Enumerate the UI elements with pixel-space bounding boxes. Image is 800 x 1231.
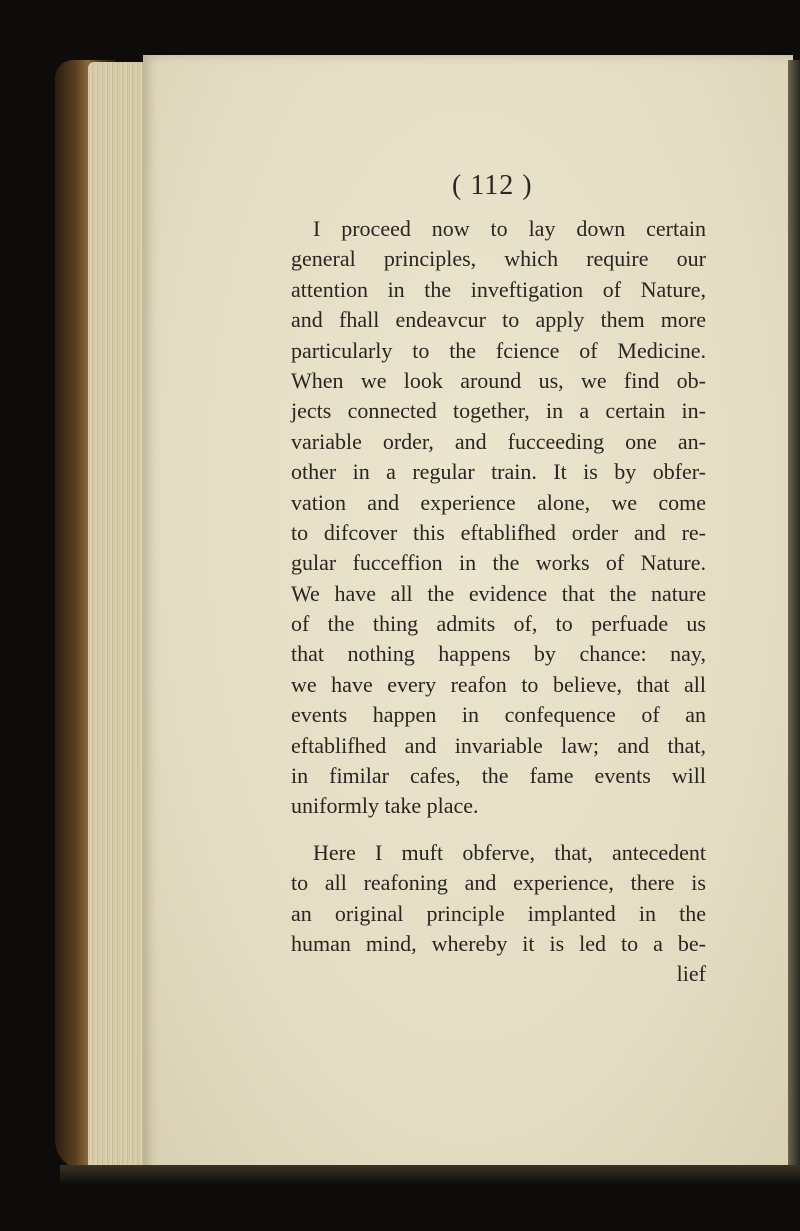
text-line: general principles, which require our	[291, 246, 706, 272]
text-line: attention in the inveftigation of Nature,	[291, 276, 706, 302]
bottom-shadow	[60, 1165, 800, 1185]
text-line: an original principle implanted in the	[291, 900, 706, 926]
body-text	[291, 214, 706, 990]
text-line: other in a regular train. It is by obfer-	[291, 459, 706, 485]
page-number: ( 112 )	[452, 170, 533, 201]
text-line: vation and experience alone, we come	[291, 489, 706, 515]
text-line: variable order, and fucceeding one an-	[291, 428, 706, 454]
text-line: We have all the evidence that the nature	[291, 580, 706, 606]
text-line: gular fucceffion in the works of Nature.	[291, 550, 706, 576]
text-line: jects connected together, in a certain in-	[291, 398, 706, 424]
text-line: to difcover this eftablifhed order and re-	[291, 519, 706, 545]
text-line: When we look around us, we find ob-	[291, 367, 706, 393]
text-line: I proceed now to lay down certain	[313, 216, 706, 241]
text-line: in fimilar cafes, the fame events will	[291, 763, 706, 789]
text-line: that nothing happens by chance: nay,	[291, 641, 706, 667]
right-page-edge	[788, 60, 800, 1170]
paragraph-gap	[291, 822, 706, 838]
page-edges	[88, 62, 150, 1174]
text-line: eftablifhed and invariable law; and that,	[291, 732, 706, 758]
text-line: particularly to the fcience of Medicine.	[291, 337, 706, 363]
text-line: of the thing admits of, to perfuade us	[291, 611, 706, 637]
text-line: we have every reafon to believe, that all	[291, 671, 706, 697]
text-line: Here I muft obferve, that, antecedent	[313, 839, 706, 865]
text-line: human mind, whereby it is led to a be-	[291, 930, 706, 956]
text-line: and fhall endeavcur to apply them more	[291, 307, 706, 333]
catchword: lief	[676, 961, 706, 987]
text-line: to all reafoning and experience, there is	[291, 870, 706, 896]
text-line: events happen in confequence of an	[291, 702, 706, 728]
text-line: uniformly take place.	[291, 793, 479, 819]
